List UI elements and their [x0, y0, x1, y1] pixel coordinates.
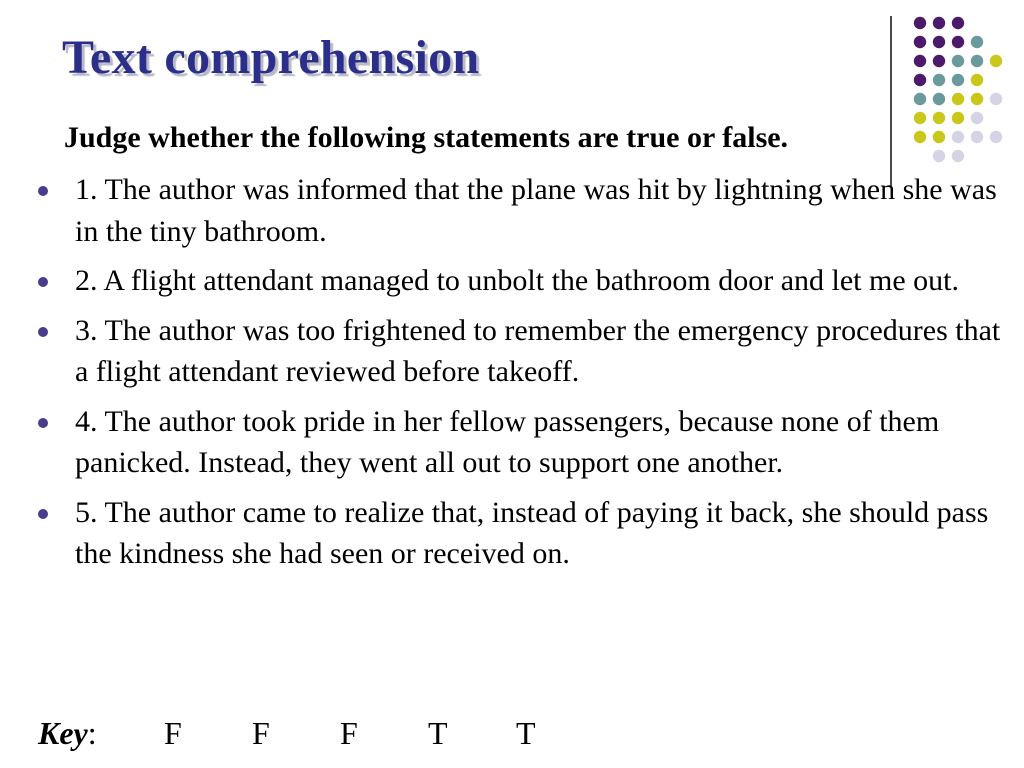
statement-text: 4. The author took pride in her fellow passengers, because none of them panicked. Instead, they went all out to support one another.: [75, 404, 940, 479]
statement-item: [0, 310, 1024, 393]
key-answer: T: [516, 715, 536, 751]
decorative-dot: [952, 131, 964, 143]
statement-list: [0, 169, 1024, 583]
decorative-dot: [990, 93, 1002, 105]
key-answers: [164, 712, 604, 754]
decorative-dot: [933, 36, 945, 48]
answer-key: [38, 712, 536, 754]
decorative-dot: [933, 93, 945, 105]
statement-item: [0, 169, 1024, 252]
key-colon: :: [87, 715, 97, 751]
statement-item: [0, 401, 1024, 484]
key-answer: F: [252, 715, 270, 751]
decorative-dot: [952, 17, 964, 29]
bullet-icon: [38, 509, 48, 519]
decorative-dot: [952, 55, 964, 67]
instruction-text: Judge whether the following statements are true or false.: [64, 121, 789, 154]
decorative-dot: [971, 112, 983, 124]
bullet-icon: [38, 327, 48, 337]
decorative-dot: [990, 131, 1002, 143]
key-label: Key: [38, 715, 88, 751]
decorative-dot: [990, 55, 1002, 67]
bullet-icon: [38, 418, 48, 428]
decorative-dot: [914, 93, 926, 105]
statement-text: 2. A flight attendant managed to unbolt the bathroom door and let me out.: [75, 264, 959, 297]
decorative-dot: [914, 131, 926, 143]
decorative-dot: [933, 55, 945, 67]
statement-item: [0, 492, 1024, 575]
statement-item: [0, 260, 1024, 302]
statement-text: 5. The author came to realize that, instead of paying it back, she should pass the kindness she had seen or received on.: [75, 495, 989, 570]
decorative-dot: [971, 131, 983, 143]
decorative-dot: [971, 36, 983, 48]
statement-text: 1. The author was informed that the plane was hit by lightning when she was in the tiny bathroom.: [75, 173, 997, 248]
decorative-dot: [952, 36, 964, 48]
decorative-dot: [933, 17, 945, 29]
decorative-dot: [971, 93, 983, 105]
decorative-dot: [952, 150, 964, 162]
statement-text: 3. The author was too frightened to remember the emergency procedures that a flight attendant reviewed before takeoff.: [75, 313, 1001, 388]
decorative-dot: [933, 150, 945, 162]
key-answer: F: [340, 715, 358, 751]
decorative-dot: [933, 74, 945, 86]
decorative-dot: [914, 17, 926, 29]
decorative-dot: [933, 112, 945, 124]
key-answer: T: [428, 715, 448, 751]
decorative-dot: [914, 74, 926, 86]
divider-line: [890, 16, 892, 186]
bullet-icon: [38, 186, 48, 196]
decorative-dot: [952, 112, 964, 124]
decorative-dot: [933, 131, 945, 143]
slide-title: Text comprehension: [62, 31, 480, 84]
bullet-icon: [38, 277, 48, 287]
decorative-dot: [914, 36, 926, 48]
decorative-dot: [914, 112, 926, 124]
decorative-dot: [952, 93, 964, 105]
decorative-dot: [952, 74, 964, 86]
decorative-dot: [914, 55, 926, 67]
decorative-dot: [971, 55, 983, 67]
key-answer: F: [164, 715, 182, 751]
decorative-dot: [971, 74, 983, 86]
